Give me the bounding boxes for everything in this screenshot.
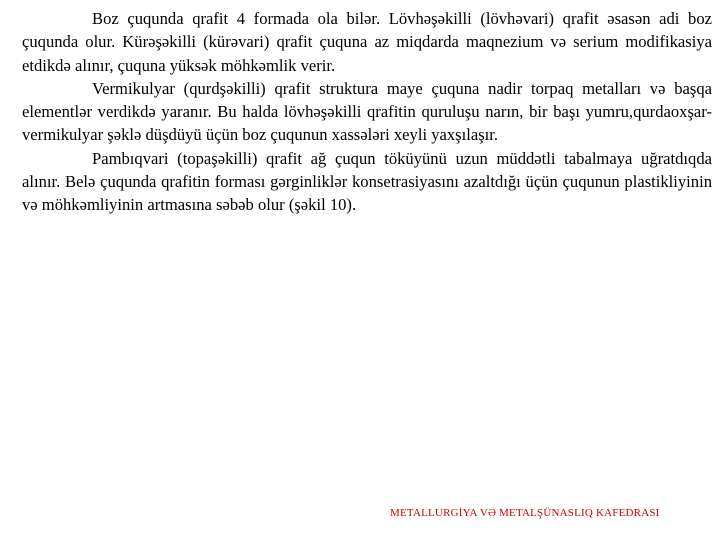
footer-department: METALLURGİYA VƏ METALŞÜNASLIQ KAFEDRASI <box>390 507 660 519</box>
paragraph-vermicular-graphite: Vermikulyar (qurdşəkilli) qrafit struktura maye çuquna nadir torpaq metalları və başqa elementlər verdikdə yaranır. Bu halda lövhəşəkilli qrafitin quruluşu narın, bir başı yumru,qurdaoxşar-vermikulyar şəklə düşdüyü üçün boz çuqunun xassələri xeyli yaxşılaşır. <box>22 78 712 145</box>
paragraph-gray-iron-graphite-forms: Boz çuqunda qrafit 4 formada ola bilər. Lövhəşəkilli (lövhəvari) qrafit əsasən adi boz çuqunda olur. Kürəşəkilli (kürəvari) qrafit çuquna az miqdarda maqnezium və serium modifikasiya etdikdə alınır, çuquna yüksək möhkəmlik verir. <box>22 9 712 75</box>
paragraph-flake-cotton-graphite: Pambıqvari (topaşəkilli) qrafit ağ çuqun töküyünü uzun müddətli tabalmaya uğratdıqda alınır. Belə çuqunda qrafitin forması gərginliklər konsetrasiyasını azaltdığı üçün çuqunun plastikliyinin və möhkəmliyinin artmasına səbəb olur (şəkil 10). <box>22 148 712 215</box>
body-text <box>22 7 712 217</box>
